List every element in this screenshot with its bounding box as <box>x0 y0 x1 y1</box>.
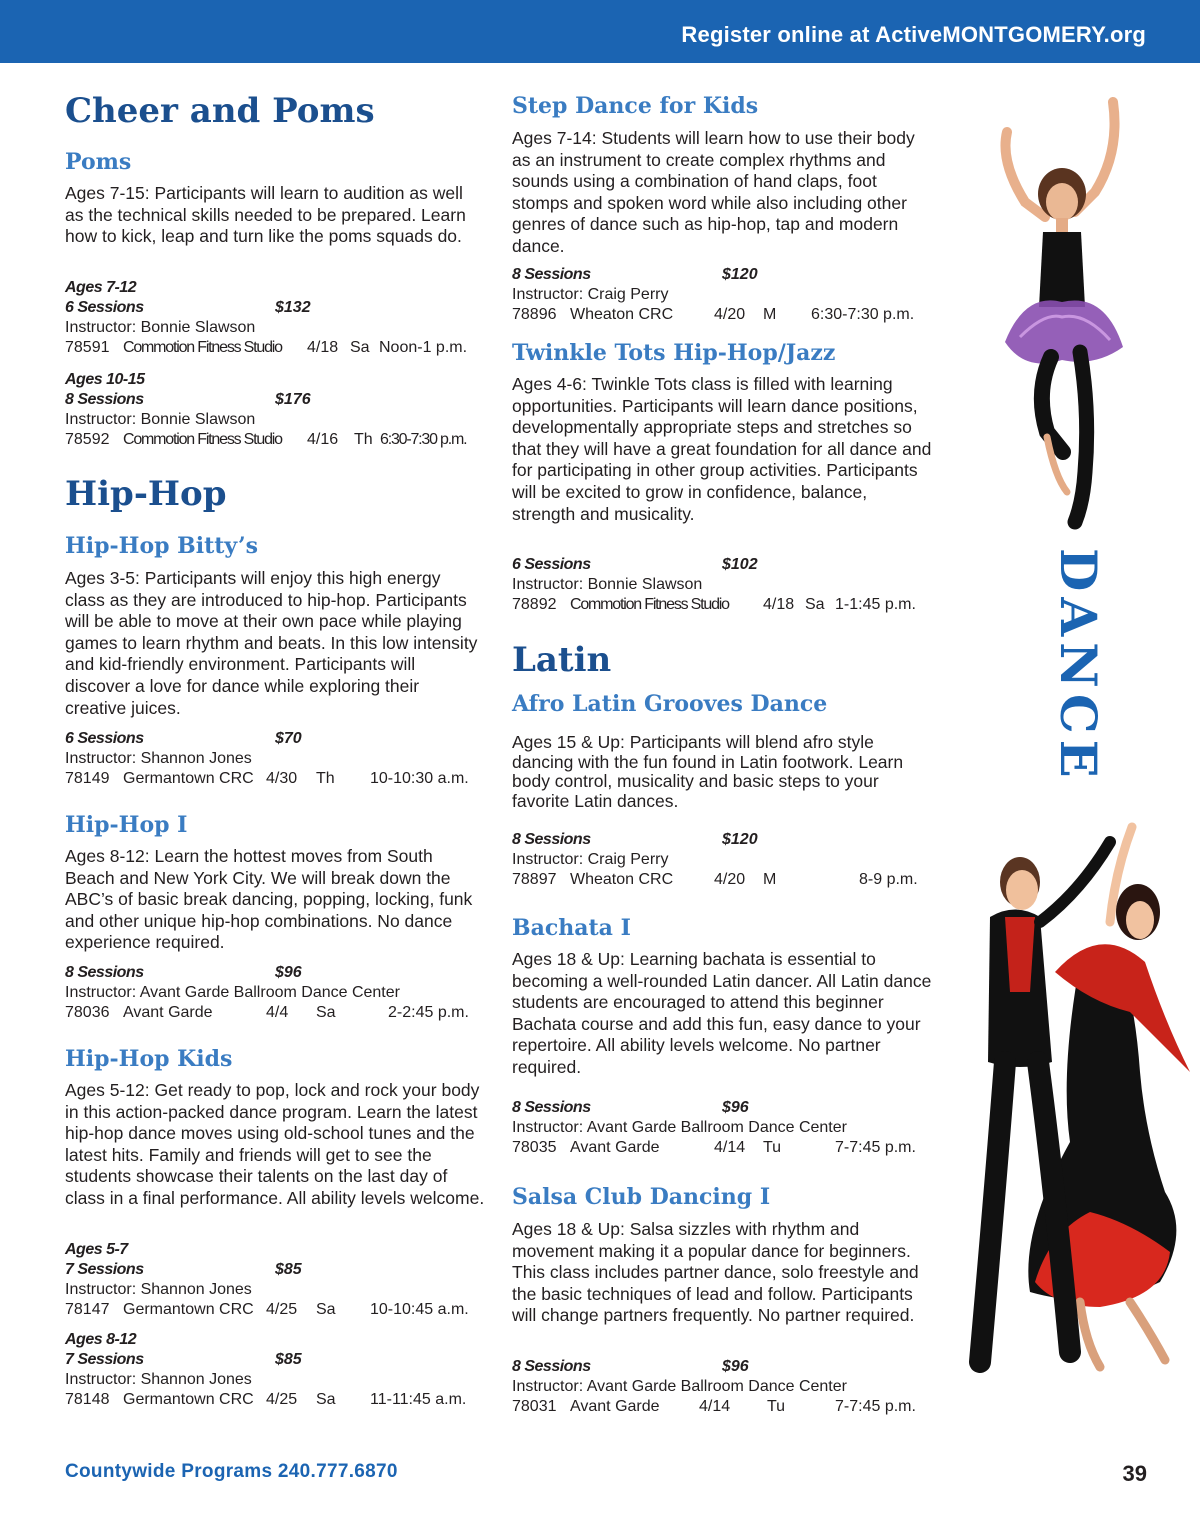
course-time: 1-1:45 p.m. <box>835 596 916 613</box>
session-count: 7 Sessions <box>65 1351 144 1368</box>
session-block-poms-1 <box>65 278 477 358</box>
session-block-hiphop-bittys <box>65 729 477 789</box>
course-time: 7-7:45 p.m. <box>835 1139 916 1156</box>
session-instructor: Instructor: Avant Garde Ballroom Dance Center <box>65 984 400 1001</box>
session-instructor: Instructor: Avant Garde Ballroom Dance Center <box>512 1119 847 1136</box>
section-side-label-text: DANCE <box>1049 548 1108 784</box>
course-day: Th <box>316 770 335 787</box>
girl-dancer-photo <box>985 92 1125 532</box>
course-location: Avant Garde <box>123 1004 213 1021</box>
course-date: 4/4 <box>266 1004 289 1021</box>
session-count: 8 Sessions <box>65 964 144 981</box>
course-code[interactable]: 78892 <box>512 596 557 613</box>
session-block-afro-latin <box>512 830 924 890</box>
course-day: Sa <box>805 596 825 613</box>
session-count: 8 Sessions <box>512 831 591 848</box>
course-location: Commotion Fitness Studio <box>123 431 282 448</box>
section-side-label <box>1048 548 1108 784</box>
course-code[interactable]: 78148 <box>65 1391 110 1408</box>
course-time: 7-7:45 p.m. <box>835 1398 916 1415</box>
course-time: 6:30-7:30 p.m. <box>380 431 467 448</box>
program-title-afro-latin: Afro Latin Grooves Dance <box>512 691 828 717</box>
latin-couple-photo <box>960 812 1200 1387</box>
program-description-hiphop-1: Ages 8-12: Learn the hottest moves from South Beach and New York City. We will break down the ABC’s of basic break dancing, popping, locking, funk and other unique hip-hop combinations. No dance experience required. <box>65 846 473 953</box>
course-time: 11-11:45 a.m. <box>370 1391 467 1408</box>
session-instructor: Instructor: Craig Perry <box>512 851 669 868</box>
session-instructor: Instructor: Shannon Jones <box>65 750 252 767</box>
session-price: $96 <box>275 964 302 981</box>
program-title-hiphop-kids: Hip-Hop Kids <box>65 1046 233 1072</box>
program-title-bachata: Bachata I <box>512 915 631 941</box>
program-title-hiphop-bittys: Hip-Hop Bitty’s <box>65 533 259 559</box>
session-price: $96 <box>722 1358 749 1375</box>
session-block-salsa <box>512 1357 924 1417</box>
course-day: Sa <box>350 339 370 356</box>
course-day: Sa <box>316 1391 336 1408</box>
course-date: 4/18 <box>307 339 339 356</box>
course-location: Germantown CRC <box>123 1391 254 1408</box>
session-block-hiphop-kids-2 <box>65 1330 477 1410</box>
course-day: Tu <box>763 1139 782 1156</box>
course-code[interactable]: 78035 <box>512 1139 557 1156</box>
session-instructor: Instructor: Shannon Jones <box>65 1371 252 1388</box>
course-time: 10-10:45 a.m. <box>370 1301 469 1318</box>
course-date: 4/18 <box>763 596 795 613</box>
program-description-poms: Ages 7-15: Participants will learn to audition as well as the technical skills needed to be prepared. Learn how to kick, leap and turn like the poms squads do. <box>65 183 466 247</box>
course-location: Germantown CRC <box>123 770 254 787</box>
session-count: 8 Sessions <box>65 391 144 408</box>
session-instructor: Instructor: Avant Garde Ballroom Dance Center <box>512 1378 847 1395</box>
program-description-afro-latin: Ages 15 & Up: Participants will blend afro style dancing with the fun found in Latin footwork. Learn body control, musicality and basic steps to your favorite Latin dances. <box>512 732 904 811</box>
footer-programs-contact: Countywide Programs 240.777.6870 <box>65 1461 398 1482</box>
session-price: $120 <box>722 831 758 848</box>
page-number: 39 <box>1122 1461 1147 1486</box>
course-location: Wheaton CRC <box>570 871 674 888</box>
course-code[interactable]: 78897 <box>512 871 557 888</box>
course-code[interactable]: 78592 <box>65 431 110 448</box>
session-ages: Ages 7-12 <box>65 279 137 296</box>
program-description-twinkle-tots: Ages 4-6: Twinkle Tots class is filled with learning opportunities. Participants will learn dance positions, developmentally appropriate steps and stretches so that they will have a great foundation for all dance and for participating in other group activities. Participants will be excited to grow in confidence, balance, strength and musicality. <box>512 374 932 524</box>
course-date: 4/16 <box>307 431 339 448</box>
program-title-poms: Poms <box>65 149 132 175</box>
header-bar <box>0 0 1200 63</box>
session-block-bachata <box>512 1098 924 1158</box>
course-code[interactable]: 78147 <box>65 1301 110 1318</box>
course-day: Sa <box>316 1301 336 1318</box>
session-block-twinkle-tots <box>512 555 924 615</box>
course-date: 4/30 <box>266 770 298 787</box>
program-description-hiphop-kids: Ages 5-12: Get ready to pop, lock and rock your body in this action-packed dance program. Learn the latest hip-hop dance moves using old-school tunes and the latest hits. Family and friends will get to see the students showcase their talents on the last day of class in a final performance. All ability levels welcome. <box>65 1080 485 1208</box>
session-instructor: Instructor: Bonnie Slawson <box>65 411 256 428</box>
course-day: M <box>763 871 777 888</box>
course-date: 4/25 <box>266 1391 298 1408</box>
course-day: M <box>763 306 777 323</box>
course-location: Avant Garde <box>570 1398 660 1415</box>
course-date: 4/20 <box>714 306 746 323</box>
course-location: Commotion Fitness Studio <box>123 339 282 356</box>
course-location: Commotion Fitness Studio <box>570 596 729 613</box>
session-ages: Ages 8-12 <box>65 1331 137 1348</box>
course-time: Noon-1 p.m. <box>379 339 468 356</box>
course-date: 4/14 <box>714 1139 746 1156</box>
course-day: Th <box>354 431 373 448</box>
session-instructor: Instructor: Shannon Jones <box>65 1281 252 1298</box>
session-ages: Ages 10-15 <box>65 371 145 388</box>
session-count: 6 Sessions <box>65 299 144 316</box>
session-block-hiphop-1 <box>65 963 477 1023</box>
session-price: $70 <box>275 730 302 747</box>
session-count: 8 Sessions <box>512 1358 591 1375</box>
course-time: 2-2:45 p.m. <box>388 1004 469 1021</box>
session-price: $85 <box>275 1261 302 1278</box>
program-title-step-dance: Step Dance for Kids <box>512 93 759 119</box>
course-day: Tu <box>767 1398 786 1415</box>
program-title-salsa: Salsa Club Dancing I <box>512 1184 771 1210</box>
session-instructor: Instructor: Bonnie Slawson <box>512 576 703 593</box>
register-link[interactable]: Register online at ActiveMONTGOMERY.org <box>681 22 1146 47</box>
course-date: 4/20 <box>714 871 746 888</box>
session-price: $132 <box>275 299 311 316</box>
session-price: $102 <box>722 556 758 573</box>
program-title-twinkle-tots: Twinkle Tots Hip-Hop/Jazz <box>512 340 836 366</box>
program-description-salsa: Ages 18 & Up: Salsa sizzles with rhythm and movement making it a popular dance for beginners. This class includes partner dance, solo freestyle and the basic techniques of lead and follow. Participants will change partners frequently. No partner required. <box>512 1219 919 1326</box>
program-title-hiphop-1: Hip-Hop I <box>65 812 188 838</box>
category-title-hiphop: Hip-Hop <box>65 474 227 514</box>
course-location: Wheaton CRC <box>570 306 674 323</box>
session-price: $96 <box>722 1099 749 1116</box>
session-ages: Ages 5-7 <box>65 1241 128 1258</box>
course-time: 6:30-7:30 p.m. <box>811 306 915 323</box>
session-price: $176 <box>275 391 311 408</box>
session-block-step-dance <box>512 265 924 325</box>
program-description-hiphop-bittys: Ages 3-5: Participants will enjoy this high energy class as they are introduced to hip-hop. Participants will be able to move at their own pace while playing games to learn rhythm and beats. In this low intensity and kid-friendly environment. Participants will discover a love for dance while exploring their creative juices. <box>65 568 478 718</box>
session-price: $120 <box>722 266 758 283</box>
program-description-bachata: Ages 18 & Up: Learning bachata is essential to becoming a well-rounded Latin dancer. All Latin dance students are encouraged to attend this beginner Bachata course and add this fun, easy dance to your repertoire. All ability levels welcome. No partner required. <box>512 949 932 1077</box>
course-date: 4/25 <box>266 1301 298 1318</box>
session-count: 8 Sessions <box>512 266 591 283</box>
course-location: Germantown CRC <box>123 1301 254 1318</box>
session-block-poms-2 <box>65 370 477 450</box>
course-time: 8-9 p.m. <box>859 871 918 888</box>
course-time: 10-10:30 a.m. <box>370 770 469 787</box>
session-instructor: Instructor: Bonnie Slawson <box>65 319 256 336</box>
category-title-latin: Latin <box>512 640 612 680</box>
course-day: Sa <box>316 1004 336 1021</box>
session-count: 7 Sessions <box>65 1261 144 1278</box>
session-block-hiphop-kids-1 <box>65 1240 477 1320</box>
session-price: $85 <box>275 1351 302 1368</box>
course-code[interactable]: 78031 <box>512 1398 557 1415</box>
course-location: Avant Garde <box>570 1139 660 1156</box>
course-date: 4/14 <box>699 1398 731 1415</box>
session-count: 8 Sessions <box>512 1099 591 1116</box>
course-code[interactable]: 78896 <box>512 306 557 323</box>
session-instructor: Instructor: Craig Perry <box>512 286 669 303</box>
session-count: 6 Sessions <box>512 556 591 573</box>
course-code[interactable]: 78591 <box>65 339 110 356</box>
program-description-step-dance: Ages 7-14: Students will learn how to use their body as an instrument to create complex rhythms and sounds using a combination of hand claps, foot stomps and spoken word while also including other genres of dance such as hip-hop, tap and modern dance. <box>512 128 915 256</box>
category-title-cheer: Cheer and Poms <box>65 91 375 131</box>
session-count: 6 Sessions <box>65 730 144 747</box>
course-code[interactable]: 78149 <box>65 770 110 787</box>
course-code[interactable]: 78036 <box>65 1004 110 1021</box>
